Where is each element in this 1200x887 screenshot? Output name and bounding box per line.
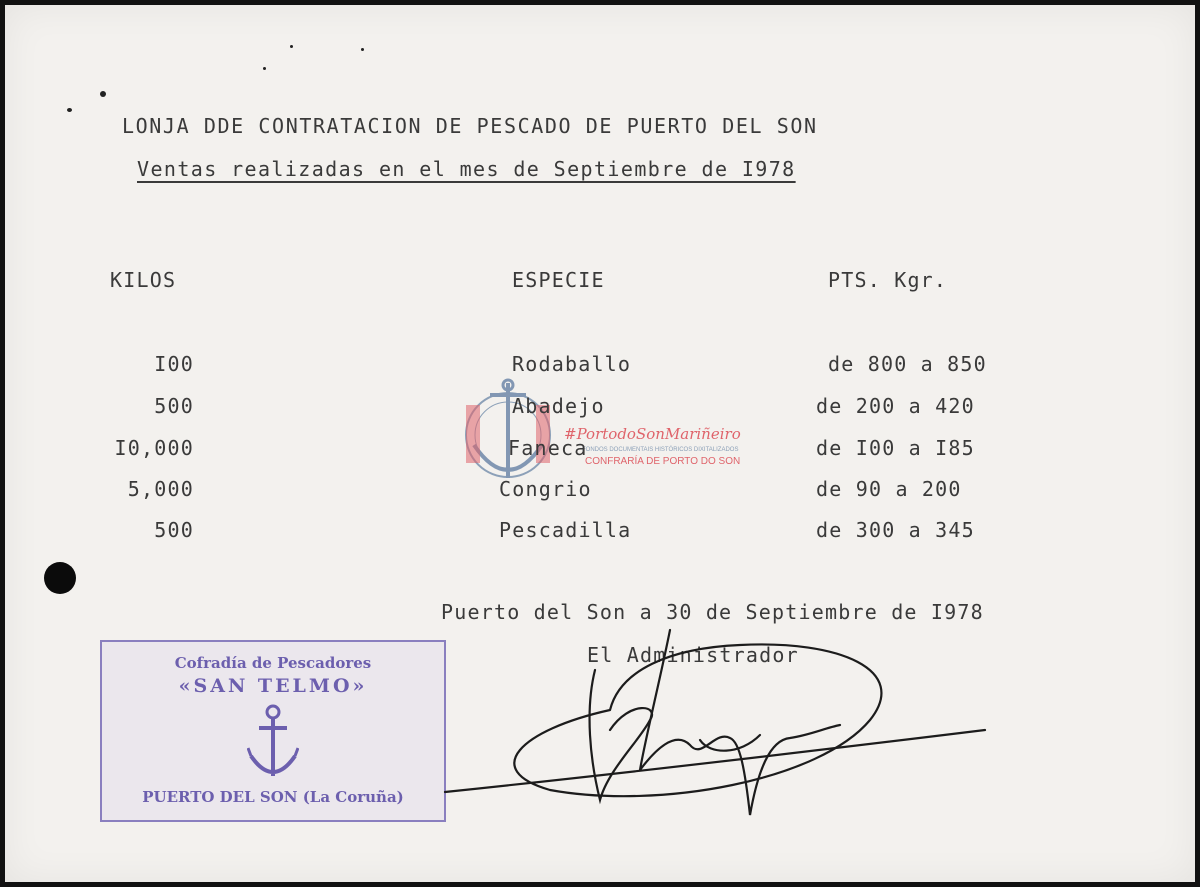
table-cell-price: de 200 a 420 [816, 394, 975, 418]
table-cell-kilos: 500 [154, 518, 194, 542]
document-title: LONJA DDE CONTRATACION DE PESCADO DE PUERTO DEL SON [122, 114, 818, 138]
table-cell-kilos: I00 [154, 352, 194, 376]
table-cell-price: de 300 a 345 [816, 518, 975, 542]
fishermen-guild-stamp [100, 640, 446, 822]
stamp-line-guild: Cofradía de Pescadores [174, 654, 372, 672]
ink-speck [361, 48, 364, 51]
ink-speck [290, 45, 293, 48]
ink-speck [263, 67, 266, 70]
table-cell-kilos: 500 [154, 394, 194, 418]
handwritten-signature [440, 620, 1000, 820]
watermark-title: #PortodoSonMariñeiro [564, 425, 741, 443]
punch-hole [44, 562, 76, 594]
table-cell-especie: Abadejo [512, 394, 605, 418]
watermark-org: CONFRARÍA DE PORTO DO SON [585, 456, 741, 467]
anchor-icon [247, 704, 299, 784]
table-cell-especie: Pescadilla [499, 518, 632, 542]
table-cell-especie: Rodaballo [512, 352, 632, 376]
column-header-price: PTS. Kgr. [828, 268, 948, 292]
table-cell-kilos: I0,000 [114, 436, 194, 460]
column-header-kilos: KILOS [110, 268, 177, 292]
ink-speck [67, 108, 72, 112]
stamp-line-place: PUERTO DEL SON (La Coruña) [142, 788, 404, 806]
ink-speck [100, 91, 106, 97]
document-subtitle: Ventas realizadas en el mes de Septiembre de I978 [137, 157, 796, 181]
watermark-subtitle: FONDOS DOCUMENTAIS HISTÓRICOS DIXITALIZADOS [582, 447, 739, 453]
stamp-line-name: «SAN TELMO» [178, 675, 368, 697]
table-cell-price: de 90 a 200 [816, 477, 962, 501]
table-cell-price: de I00 a I85 [816, 436, 975, 460]
table-cell-kilos: 5,000 [127, 477, 194, 501]
table-cell-especie: Congrio [499, 477, 592, 501]
table-cell-price: de 800 a 850 [828, 352, 987, 376]
signatory-title: El Administrador [587, 643, 799, 667]
column-header-especie: ESPECIE [512, 268, 605, 292]
table-cell-especie: Faneca [508, 436, 588, 460]
place-date: Puerto del Son a 30 de Septiembre de I978 [441, 600, 984, 624]
